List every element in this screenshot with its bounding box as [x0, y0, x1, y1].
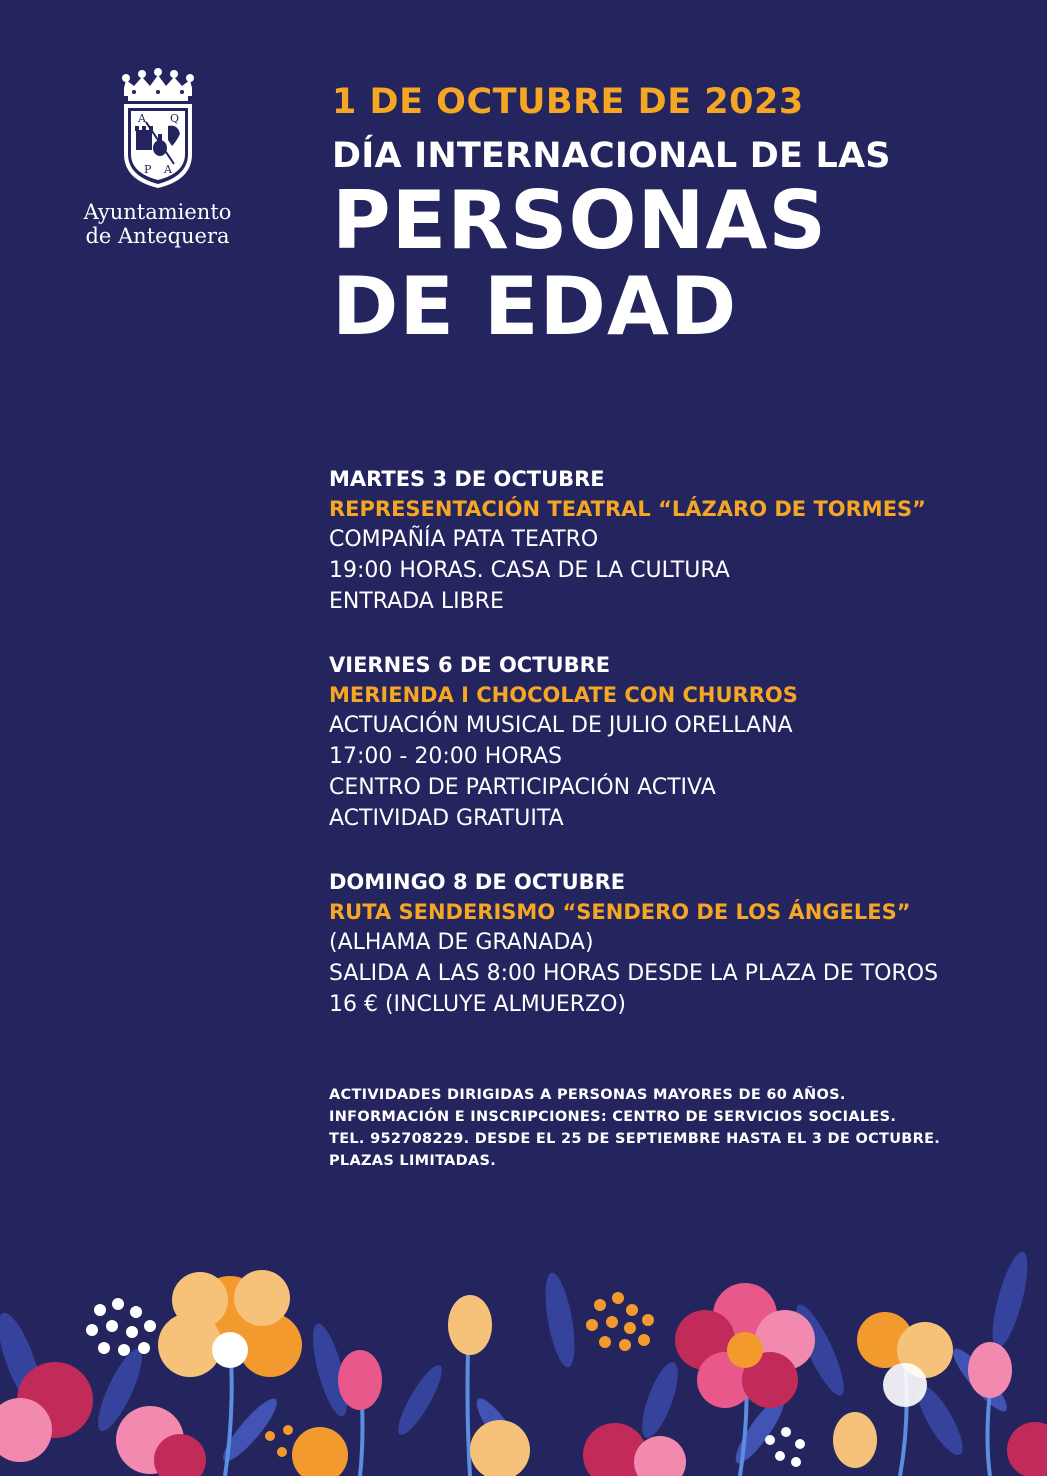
coat-of-arms-icon [116, 68, 200, 192]
event-detail: 19:00 HORAS. CASA DE LA CULTURA [329, 558, 730, 583]
event-item [329, 650, 1029, 834]
crest-letter: A [137, 112, 146, 125]
logo-block [70, 68, 245, 248]
event-title: REPRESENTACIÓN TEATRAL “LÁZARO DE TORMES” [329, 497, 926, 521]
event-detail: COMPAÑÍA PATA TEATRO [329, 527, 599, 552]
event-item [329, 867, 1029, 1020]
logo-text-line: de Antequera [85, 224, 230, 248]
footer-line: PLAZAS LIMITADAS. [329, 1153, 497, 1169]
event-item [329, 464, 1029, 617]
poster-header [332, 80, 1032, 353]
event-detail: 17:00 - 20:00 HORAS [329, 744, 562, 769]
event-day: VIERNES 6 DE OCTUBRE [329, 653, 611, 677]
event-detail: ACTUACIÓN MUSICAL DE JULIO ORELLANA [329, 713, 793, 738]
event-detail: ACTIVIDAD GRATUITA [329, 806, 564, 831]
events-list [329, 464, 1029, 1053]
poster-title-line2: DE EDAD [332, 260, 738, 353]
event-title: MERIENDA I CHOCOLATE CON CHURROS [329, 683, 798, 707]
event-detail: ENTRADA LIBRE [329, 589, 504, 614]
flower-icon [675, 1283, 815, 1408]
logo-text-line: Ayuntamiento [83, 200, 232, 224]
flower-icon [857, 1312, 953, 1407]
flower-icon [158, 1270, 302, 1377]
footer-line: ACTIVIDADES DIRIGIDAS A PERSONAS MAYORES DE 60 AÑOS. [329, 1087, 846, 1103]
poster-subtitle: DÍA INTERNACIONAL DE LAS [332, 136, 891, 176]
event-detail: (ALHAMA DE GRANADA) [329, 930, 594, 955]
poster-title-line1: PERSONAS [332, 174, 827, 267]
footer-line: TEL. 952708229. DESDE EL 25 DE SEPTIEMBRE HASTA EL 3 DE OCTUBRE. [329, 1131, 941, 1147]
event-title: RUTA SENDERISMO “SENDERO DE LOS ÁNGELES” [329, 900, 911, 924]
event-day: DOMINGO 8 DE OCTUBRE [329, 870, 626, 894]
crest-letter: P [143, 163, 151, 176]
footer-line: INFORMACIÓN E INSCRIPCIONES: CENTRO DE SERVICIOS SOCIALES. [329, 1109, 897, 1125]
event-detail: 16 € (INCLUYE ALMUERZO) [329, 992, 627, 1017]
event-detail: CENTRO DE PARTICIPACIÓN ACTIVA [329, 775, 716, 800]
flowers-decoration [0, 1200, 1047, 1476]
event-day: MARTES 3 DE OCTUBRE [329, 467, 605, 491]
crest-letter: A [163, 163, 172, 176]
logo-text [70, 200, 245, 248]
crest-letter: Q [169, 112, 179, 125]
event-detail: SALIDA A LAS 8:00 HORAS DESDE LA PLAZA DE TOROS [329, 961, 939, 986]
footer-notes [329, 1084, 1029, 1172]
event-date: 1 DE OCTUBRE DE 2023 [332, 82, 804, 122]
